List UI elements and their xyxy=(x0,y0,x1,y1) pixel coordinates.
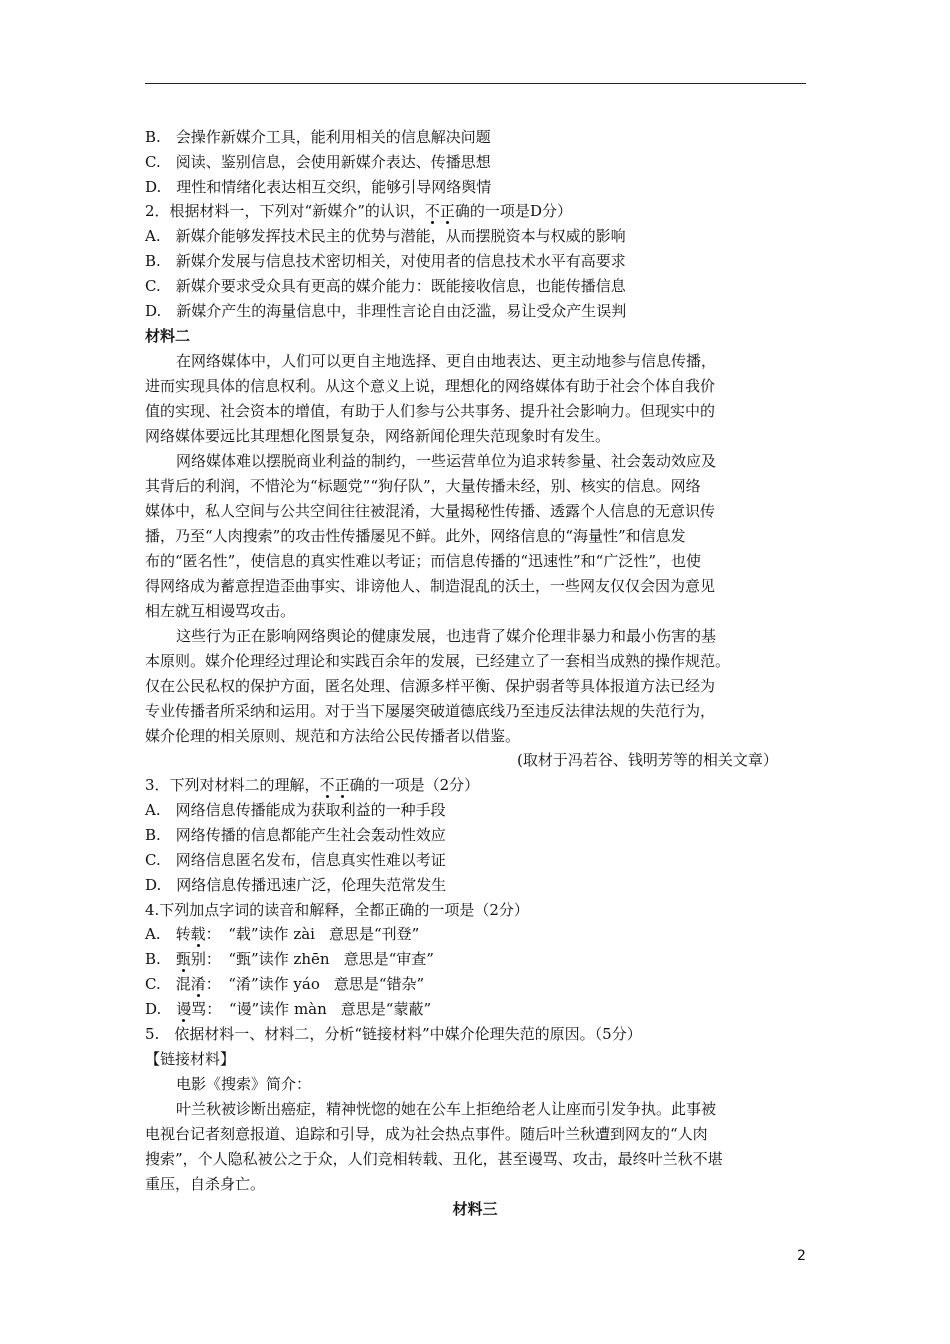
material-2-heading: 材料二 xyxy=(145,327,191,345)
q4-reading: “甄”读作 xyxy=(228,950,289,968)
q4-option-c xyxy=(145,974,424,994)
q4-meaning: 意思是“蒙蔽” xyxy=(340,1000,432,1018)
q4-word-part: 转 xyxy=(175,925,191,943)
m2-p1-line1: 在网络媒体中，人们可以更自主地选择、更自由地表达、更主动地参与信息传播， xyxy=(176,352,717,370)
film-intro-title: 电影《搜索》简介： xyxy=(176,1075,312,1093)
header-rule xyxy=(145,83,806,84)
q2-tail: D分） xyxy=(529,202,572,220)
m2-p3-line1: 这些行为正在影响网络舆论的健康发展，也违背了媒介伦理非暴力和最小伤害的基 xyxy=(176,627,717,645)
link-material-heading: 【链接材料】 xyxy=(145,1050,236,1068)
q2-option-a: A. 新媒介能够发挥技术民主的优势与潜能，从而摆脱资本与权威的影响 xyxy=(145,227,626,245)
m2-p3-line2: 本原则。媒介伦理经过理论和实践百余年的发展，已经建立了一套相当成熟的操作规范。 xyxy=(145,652,731,670)
q4-word-part: ： xyxy=(205,925,214,943)
m2-p2-line7: 相左就互相谩骂攻击。 xyxy=(145,602,296,620)
q2-emphasis-2: 正 xyxy=(439,202,455,220)
m2-p1-line4: 网络媒体要远比其理想化图景复杂，网络新闻伦理失范现象时有发生。 xyxy=(145,427,611,445)
m2-p2-line1: 网络媒体难以摆脱商业利益的制约，一些运营单位为追求转参量、社会轰动效应及 xyxy=(176,452,717,470)
q4-word-part: 别： xyxy=(190,950,214,968)
q4-option-letter: C. xyxy=(145,975,161,993)
q4-pinyin: yáo xyxy=(293,975,320,993)
q4-pinyin: zài xyxy=(293,925,315,943)
q4-option-d xyxy=(145,999,431,1019)
q4-option-letter: A. xyxy=(145,925,161,943)
q1-option-b: B. 会操作新媒介工具，能利用相关的信息解决问题 xyxy=(145,128,491,146)
m2-p2-line3: 媒体中，私人空间与公共空间往往被混淆，大量揭秘性传播、透露个人信息的无意识传 xyxy=(145,502,716,520)
q1-option-d: D. 理性和情绪化表达相互交织，能够引导网络舆情 xyxy=(145,178,492,196)
film-intro-line1: 叶兰秋被诊断出癌症，精神恍惚的她在公车上拒绝给老人让座而引发争执。此事被 xyxy=(176,1100,717,1118)
page-number: 2 xyxy=(797,1248,806,1264)
film-intro-line2: 电视台记者刻意报道、追踪和引导，成为社会热点事件。随后叶兰秋遭到网友的“人肉 xyxy=(145,1125,708,1143)
film-intro-line4: 重压，自杀身亡。 xyxy=(145,1175,266,1193)
m2-p1-line2: 进而实现具体的信息权利。从这个意义上说，理想化的网络媒体有助于社会个体自我价 xyxy=(145,377,716,395)
m2-p2-line5: 布的“匿名性”，使信息的真实性难以考证；而信息传播的“迅速性”和“广泛性”，也使 xyxy=(145,552,702,570)
q4-pinyin: màn xyxy=(293,1000,327,1018)
q4-option-letter: D. xyxy=(145,1000,162,1018)
q4-reading: “载”读作 xyxy=(228,925,289,943)
q4-meaning: 意思是“刊登” xyxy=(328,925,420,943)
q3-emphasis-1: 不 xyxy=(319,776,335,794)
q2-option-b: B. 新媒介发展与信息技术密切相关，对使用者的信息技术水平有高要求 xyxy=(145,252,626,270)
q4-pinyin: zhēn xyxy=(293,950,330,968)
m2-p3-line5: 媒介伦理的相关原则、规范和方法给公民传播者以借鉴。 xyxy=(145,727,521,745)
m2-p1-line3: 值的实现、社会资本的增值，有助于人们参与公共事务、提升社会影响力。但现实中的 xyxy=(145,402,716,420)
q4-option-letter: B. xyxy=(145,950,161,968)
q3-stem-rest: 确的一项是（2分） xyxy=(349,776,480,794)
q1-option-c: C. 阅读、鉴别信息，会使用新媒介表达、传播思想 xyxy=(145,153,491,171)
question-5: 5. 依据材料一、材料二，分析“链接材料”中媒介伦理失范的原因。（5分） xyxy=(145,1025,642,1043)
q4-word-part: 骂： xyxy=(191,1000,214,1018)
m2-p2-line6: 得网络成为蓄意捏造歪曲事实、诽谤他人、制造混乱的沃土，一些网友仅仅会因为意见 xyxy=(145,577,716,595)
q4-dotted-char: 甄 xyxy=(175,950,191,968)
q4-meaning: 意思是“错杂” xyxy=(333,975,425,993)
q3-option-d: D. 网络信息传播迅速广泛，伦理失范常发生 xyxy=(145,876,447,894)
source-note: (取材于冯若谷、钱明芳等的相关文章） xyxy=(517,751,778,769)
q4-dotted-char: 载 xyxy=(190,925,206,943)
q4-meaning: 意思是“审查” xyxy=(343,950,434,968)
q3-option-c: C. 网络信息匿名发布，信息真实性难以考证 xyxy=(145,851,446,869)
m2-p2-line2: 其背后的利润，不惜沦为“标题党”“狗仔队”，大量传播未经，别、核实的信息。网络 xyxy=(145,477,701,495)
q4-reading: “谩”读作 xyxy=(228,1000,290,1018)
q4-reading: “淆”读作 xyxy=(228,975,289,993)
question-3 xyxy=(145,775,479,795)
q4-dotted-char: 谩 xyxy=(176,1000,192,1018)
m2-p3-line4: 专业传播者所采纳和运用。对于当下屡屡突破道德底线乃至违反法律法规的失范行为， xyxy=(145,702,716,720)
q3-stem: 3．下列对材料二的理解， xyxy=(145,776,320,794)
q3-option-b: B. 网络传播的信息都能产生社会轰动性效应 xyxy=(145,826,446,844)
q2-emphasis-1: 不 xyxy=(424,202,440,220)
q4-option-a xyxy=(145,924,419,944)
q4-option-b xyxy=(145,949,434,969)
material-3-heading: 材料三 xyxy=(452,1200,498,1218)
q4-word-part: 混 xyxy=(175,975,191,993)
q2-stem-rest: 确的一项是 xyxy=(454,202,530,220)
film-intro-line3: 搜索”，个人隐私被公之于众，人们竞相转载、丑化，甚至谩骂、攻击，最终叶兰秋不堪 xyxy=(145,1150,723,1168)
question-2 xyxy=(145,201,572,221)
q4-dotted-char: 淆 xyxy=(190,975,206,993)
q2-stem: 2．根据材料一，下列对“新媒介”的认识， xyxy=(145,202,425,220)
q3-option-a: A. 网络信息传播能成为获取利益的一种手段 xyxy=(145,801,446,819)
m2-p2-line4: 播，乃至“人肉搜索”的攻击性传播屡见不鲜。此外，网络信息的“海量性”和信息发 xyxy=(145,527,686,545)
question-4: 4.下列加点字词的读音和解释，全都正确的一项是（2分） xyxy=(145,901,529,919)
q3-emphasis-2: 正 xyxy=(334,776,350,794)
q4-word-part: ： xyxy=(205,975,214,993)
q2-option-c: C. 新媒介要求受众具有更高的媒介能力：既能接收信息，也能传播信息 xyxy=(145,277,626,295)
m2-p3-line3: 仅在公民私权的保护方面，匿名处理、信源多样平衡、保护弱者等具体报道方法已经为 xyxy=(145,677,716,695)
q2-option-d: D. 新媒介产生的海量信息中，非理性言论自由泛滥，易让受众产生误判 xyxy=(145,302,627,320)
